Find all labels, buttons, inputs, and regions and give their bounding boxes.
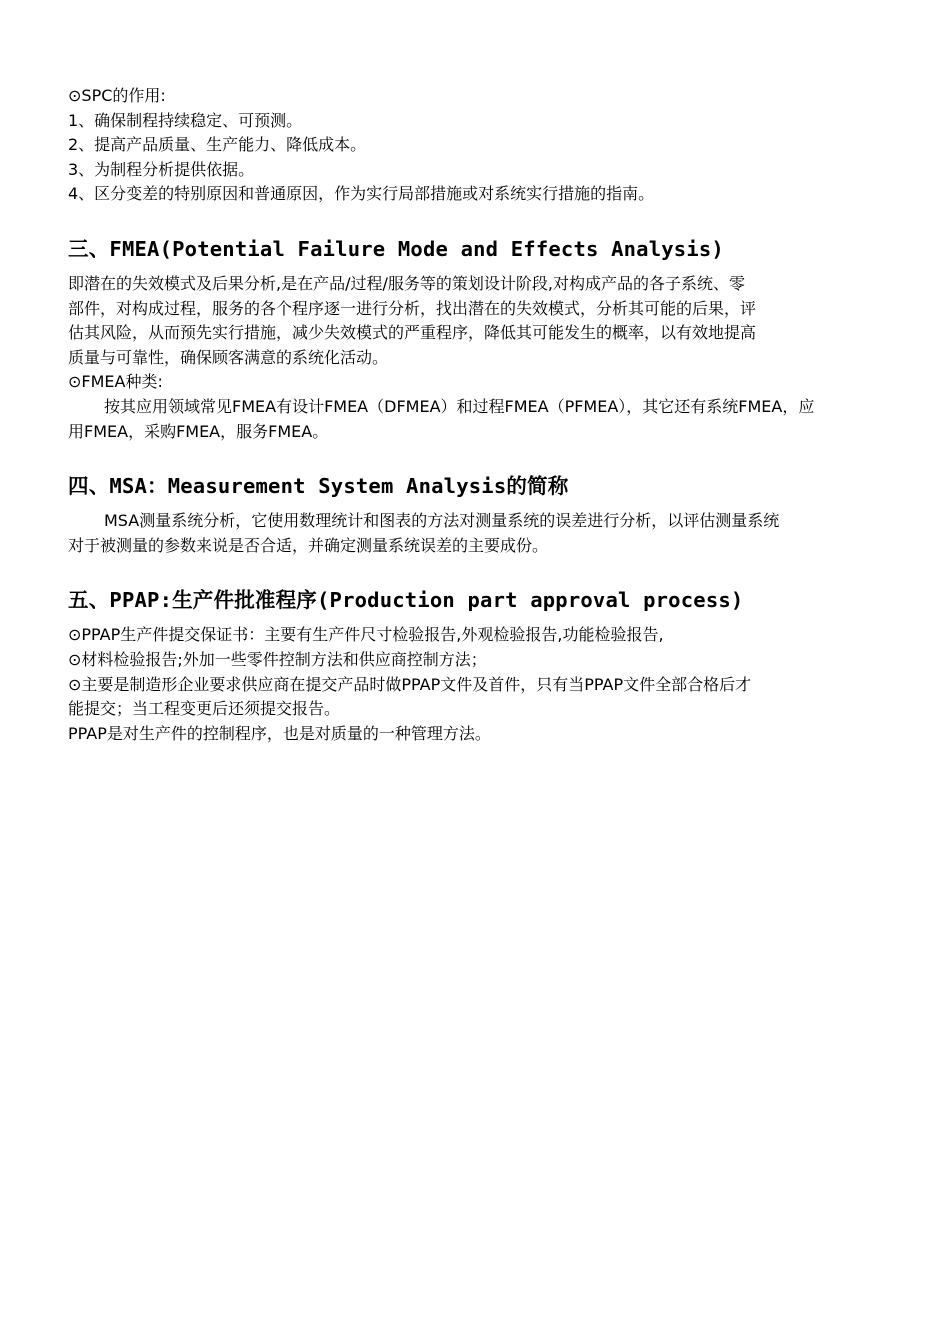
ppap-section	[68, 585, 908, 746]
msa-section	[68, 471, 908, 558]
fmea-para-line: 估其风险，从而预先实行措施，减少失效模式的严重程序，降低其可能发生的概率，以有效地提高	[68, 323, 757, 343]
msa-heading: 四、MSA：Measurement System Analysis的简称	[68, 474, 569, 499]
fmea-section	[68, 234, 908, 444]
ppap-line: ⊙材料检验报告;外加一些零件控制方法和供应商控制方法；	[68, 649, 487, 669]
spc-item-1: 1、确保制程持续稳定、可预测。	[68, 110, 303, 130]
fmea-para-line: 部件，对构成过程，服务的各个程序逐一进行分析，找出潜在的失效模式，分析其可能的后果，评	[68, 298, 757, 318]
ppap-heading: 五、PPAP:生产件批准程序(Production part approval process)	[68, 588, 744, 613]
ppap-line: 能提交；当工程变更后还须提交报告。	[68, 699, 341, 719]
ppap-line: PPAP是对生产件的控制程序，也是对质量的一种管理方法。	[68, 723, 491, 743]
spc-title: ⊙SPC的作用:	[68, 86, 166, 105]
fmea-heading: 三、FMEA(Potential Failure Mode and Effects Analysis)	[68, 236, 724, 261]
fmea-types-label: ⊙FMEA种类:	[68, 372, 163, 392]
spc-section	[68, 84, 908, 207]
fmea-para-line: 质量与可靠性，确保顾客满意的系统化活动。	[68, 347, 389, 367]
msa-para-line: MSA测量系统分析，它使用数理统计和图表的方法对测量系统的误差进行分析，以评估测量系统	[104, 511, 780, 531]
ppap-line: ⊙PPAP生产件提交保证书：主要有生产件尺寸检验报告,外观检验报告,功能检验报告,	[68, 625, 664, 645]
fmea-types-line: 按其应用领域常见FMEA有设计FMEA（DFMEA）和过程FMEA（PFMEA），其它还有系统FMEA，应	[104, 396, 815, 416]
msa-para-line: 对于被测量的参数来说是否合适，并确定测量系统误差的主要成份。	[68, 535, 549, 555]
spc-item-3: 3、为制程分析提供依据。	[68, 159, 255, 179]
spc-item-2: 2、提高产品质量、生产能力、降低成本。	[68, 135, 367, 155]
spc-item-4: 4、区分变差的特别原因和普通原因，作为实行局部措施或对系统实行措施的指南。	[68, 184, 655, 204]
fmea-types-line: 用FMEA，采购FMEA，服务FMEA。	[68, 421, 329, 441]
ppap-line: ⊙主要是制造形企业要求供应商在提交产品时做PPAP文件及首件，只有当PPAP文件全部合格后才	[68, 674, 752, 694]
document-page	[68, 84, 908, 746]
fmea-para-line: 即潜在的失效模式及后果分析,是在产品/过程/服务等的策划设计阶段,对构成产品的各子系统、零	[68, 273, 745, 293]
